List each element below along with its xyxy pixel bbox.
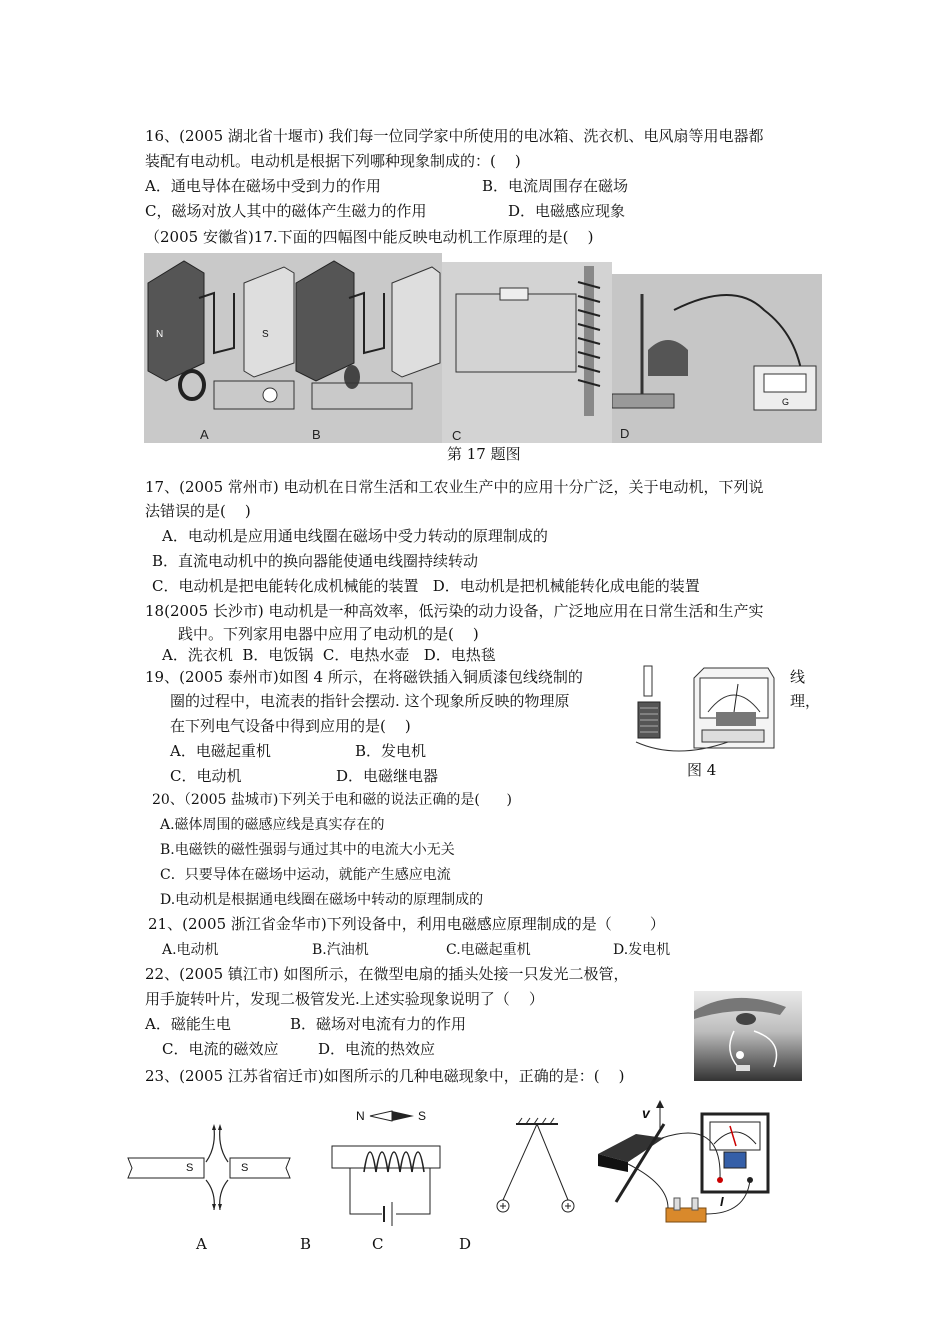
q17-label-b: B [312, 427, 321, 442]
q19-stem-line3: 在下列电气设备中得到应用的是( ) [170, 717, 411, 735]
q23-a-pole-s-right: S [241, 1162, 249, 1174]
q20-option-c: C．只要导体在磁场中运动，就能产生感应电流 [160, 867, 451, 883]
q23-d-current: I [720, 1194, 724, 1209]
q19-figure-4 [628, 664, 778, 758]
q19-stem-line2: 圈的过程中，电流表的指针会摆动. 这个现象所反映的物理原 [170, 692, 570, 710]
q17-a-pole-s: S [262, 329, 269, 340]
q17-figure-c-drawing [442, 262, 612, 443]
q22-option-d: D．电流的热效应 [318, 1040, 436, 1058]
q22-option-c: C．电流的磁效应 [162, 1040, 279, 1058]
q21-option-c: C.电磁起重机 [446, 942, 531, 958]
q23-label-d: D [459, 1235, 472, 1253]
q20-option-a: A.磁体周围的磁感应线是真实存在的 [160, 817, 385, 833]
q17-label-d: D [620, 426, 630, 441]
q17-label-a: A [200, 427, 209, 442]
q23-b-compass-s: S [418, 1109, 427, 1123]
q23-a-pole-s-left: S [186, 1162, 194, 1174]
q18-options: A．洗衣机 B．电饭锅 C．电热水壶 D．电热毯 [162, 646, 496, 664]
q23-label-b: B [300, 1235, 312, 1253]
q22-stem-line1: 22、(2005 镇江市) 如图所示，在微型电扇的插头处接一只发光二极管， [145, 965, 629, 983]
q21-stem: 21、(2005 浙江省金华市)下列设备中，利用电磁感应原理制成的是（ ） [148, 915, 665, 933]
q16-option-a: A．通电导体在磁场中受到力的作用 [145, 177, 381, 195]
q23-figure-b [320, 1102, 450, 1232]
q23-b-compass-n: N [356, 1109, 365, 1123]
q17a-stem: （2005 安徽省)17.下面的四幅图中能反映电动机工作原理的是( ) [145, 228, 594, 246]
q19-stem-line2-end: 理， [790, 692, 821, 710]
q17-a-pole-n: N [156, 329, 164, 340]
q17-figure-d-photo [612, 274, 822, 443]
q22-option-a: A．磁能生电 [145, 1015, 231, 1033]
q18-stem-line2: 践中。下列家用电器中应用了电动机的是( ) [178, 625, 479, 643]
q17b-option-a: A．电动机是应用通电线圈在磁场中受力转动的原理制成的 [162, 527, 548, 545]
q21-option-b: B.汽油机 [312, 942, 369, 958]
q16-stem-line2: 装配有电动机。电动机是根据下列哪种现象制成的：( ) [145, 152, 521, 170]
q23-label-a: A [196, 1235, 207, 1253]
q17-figure-ab-drawing [144, 253, 442, 443]
q21-option-a: A.电动机 [162, 942, 219, 958]
q17b-option-b: B．直流电动机中的换向器能使通电线圈持续转动 [152, 552, 479, 570]
q20-stem: 20、（2005 盐城市)下列关于电和磁的说法正确的是( ) [152, 792, 512, 808]
q19-option-b: B．发电机 [355, 742, 427, 760]
q20-option-b: B.电磁铁的磁性强弱与通过其中的电流大小无关 [160, 842, 455, 858]
q23-d-velocity: v [642, 1105, 650, 1121]
q16-option-b: B．电流周围存在磁场 [482, 177, 629, 195]
q17b-stem-line1: 17、(2005 常州市) 电动机在日常生活和工农业生产中的应用十分广泛，关于电动机，下列说 [145, 478, 764, 496]
q19-option-c: C．电动机 [170, 767, 242, 785]
q21-option-d: D.发电机 [613, 942, 671, 958]
q16-stem-line1: 16、(2005 湖北省十堰市) 我们每一位同学家中所使用的电冰箱、洗衣机、电风扇等用电器都 [145, 127, 764, 145]
q23-figure-a [120, 1100, 300, 1210]
q17-label-c: C [452, 428, 462, 443]
q19-stem-line1: 19、(2005 泰州市)如图 4 所示，在将磁铁插入铜质漆包线绕制的 [145, 668, 583, 686]
q17-figure-caption: 第 17 题图 [447, 445, 521, 463]
q19-stem-line1-end: 线 [790, 668, 806, 686]
q23-stem: 23、(2005 江苏省宿迁市)如图所示的几种电磁现象中，正确的是：( ) [145, 1067, 625, 1085]
q16-option-c: C，磁场对放人其中的磁体产生磁力的作用 [145, 202, 427, 220]
q23-figure-c [486, 1114, 596, 1218]
q22-stem-line2: 用手旋转叶片，发现二极管发光.上述实验现象说明了（ ） [145, 990, 544, 1008]
q17-d-meter-g: G [782, 397, 790, 407]
q20-option-d: D.电动机是根据通电线圈在磁场中转动的原理制成的 [160, 892, 484, 908]
q17-figure-d-drawing [612, 274, 822, 443]
q17-figure-c-photo [442, 262, 612, 443]
q22-option-b: B．磁场对电流有力的作用 [290, 1015, 467, 1033]
q22-fan-photo [694, 991, 802, 1081]
q19-figure-caption: 图 4 [687, 761, 717, 779]
q23-figure-d [596, 1094, 776, 1230]
q17b-option-cd: C．电动机是把电能转化成机械能的装置 D．电动机是把机械能转化成电能的装置 [152, 577, 700, 595]
q17-figure-ab-photo [144, 253, 442, 443]
q19-option-a: A．电磁起重机 [170, 742, 271, 760]
q23-label-c: C [372, 1235, 384, 1253]
q19-option-d: D．电磁继电器 [336, 767, 439, 785]
q17b-stem-line2: 法错误的是( ) [145, 502, 251, 520]
q18-stem-line1: 18(2005 长沙市) 电动机是一种高效率，低污染的动力设备，广泛地应用在日常生活和生产实 [145, 602, 764, 620]
q16-option-d: D．电磁感应现象 [508, 202, 626, 220]
